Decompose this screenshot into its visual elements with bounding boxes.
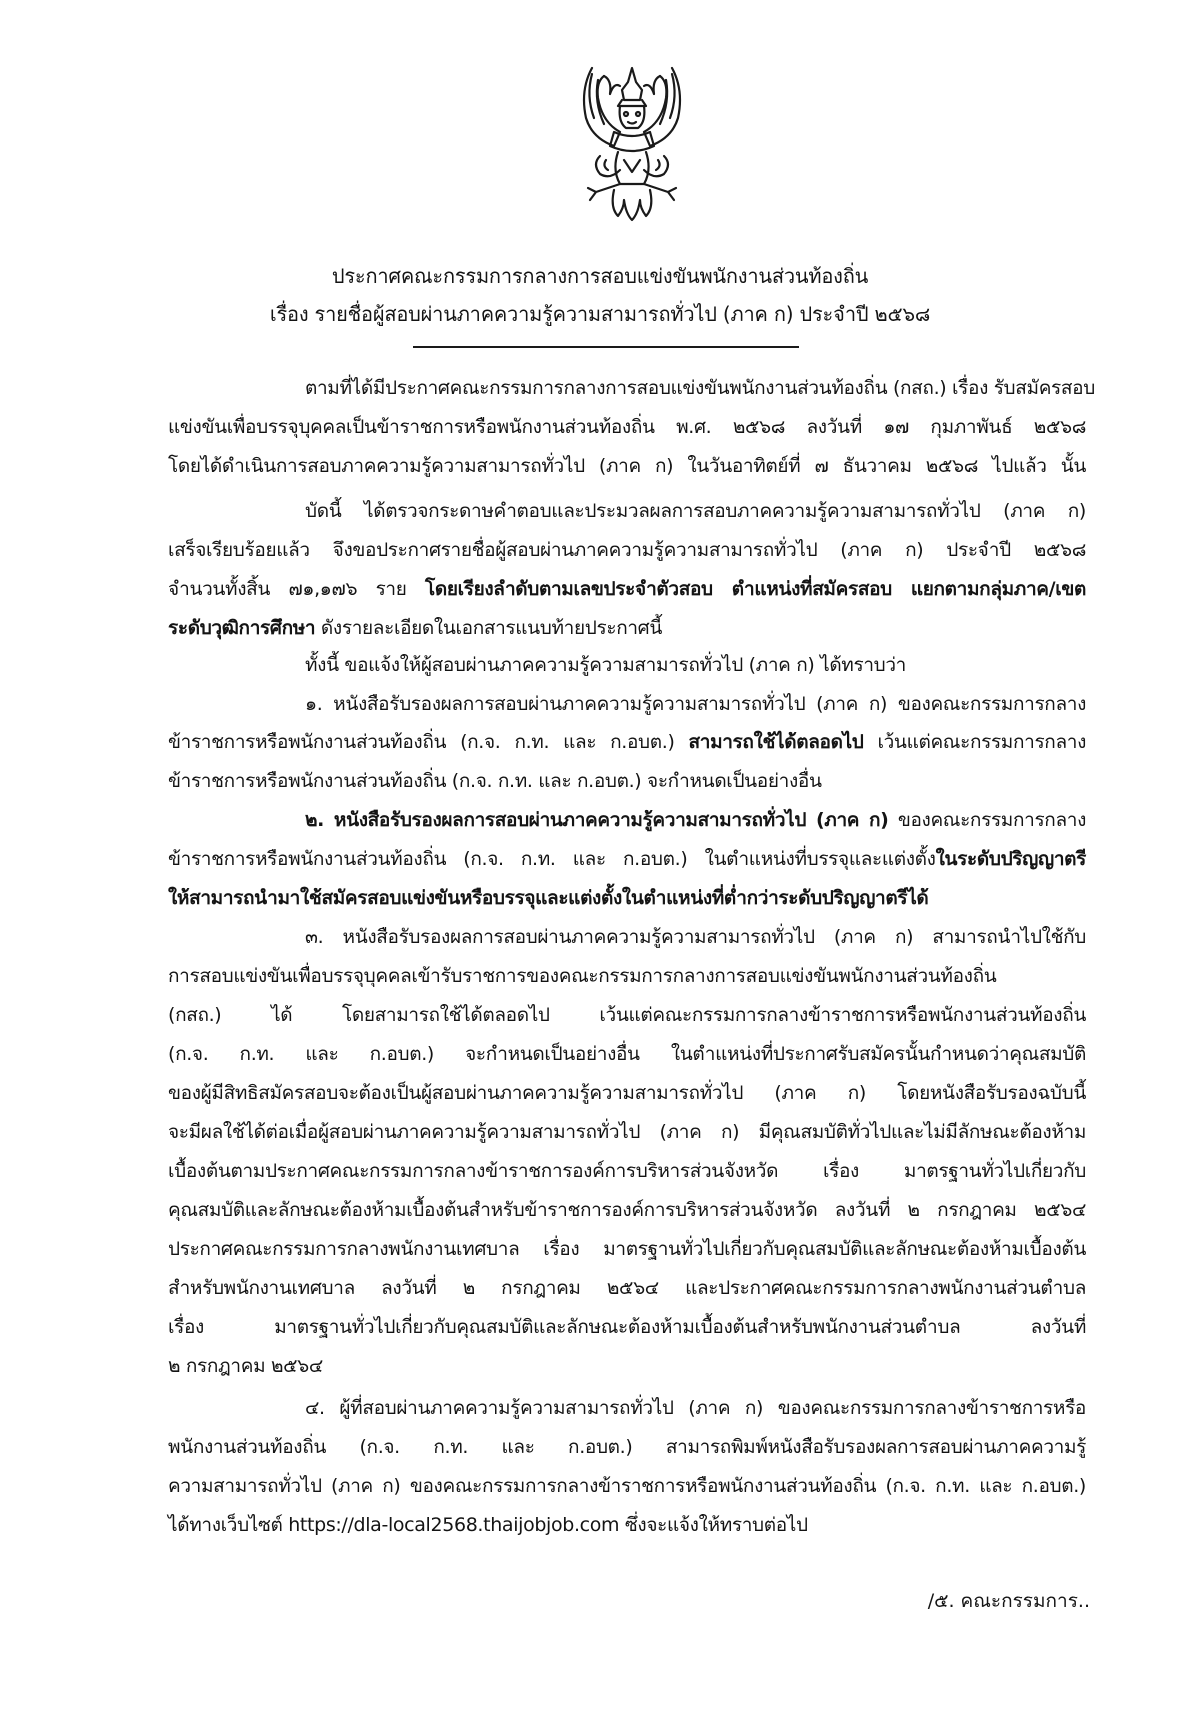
item-3-line-8 xyxy=(168,1195,1086,1225)
text-span: ในระดับปริญญาตรี xyxy=(935,848,1086,870)
item-3-line-3 xyxy=(168,1000,1086,1030)
item-4-line-3 xyxy=(168,1471,1086,1501)
website-url: https://dla-local2568.thaijobjob.com xyxy=(288,1514,620,1536)
text-line: ของผู้มีสิทธิสมัครสอบจะต้องเป็นผู้สอบผ่านภาคความรู้ความสามารถทั่วไป (ภาค ก) โดยหนังสือรับรองฉบับนี้ xyxy=(168,1082,1086,1104)
text-line: ประกาศคณะกรรมการกลางพนักงานเทศบาล เรื่อง มาตรฐานทั่วไปเกี่ยวกับคุณสมบัติและลักษณะต้องห้ามเบื้องต้น xyxy=(168,1238,1086,1260)
paragraph-1-line-2 xyxy=(168,412,1086,442)
text-line: จะมีผลใช้ได้ต่อเมื่อผู้สอบผ่านภาคความรู้ความสามารถทั่วไป (ภาค ก) มีคุณสมบัติทั่วไปและไม่มีลักษณะต้องห้าม xyxy=(168,1121,1086,1143)
text-line: ๑. หนังสือรับรองผลการสอบผ่านภาคความรู้ความสามารถทั่วไป (ภาค ก) ของคณะกรรมการกลาง xyxy=(305,693,1086,715)
attachment-note: ดังรายละเอียดในเอกสารแนบท้ายประกาศนี้ xyxy=(315,617,663,639)
item-2-line-2 xyxy=(168,844,1086,874)
text-line: คุณสมบัติและลักษณะต้องห้ามเบื้องต้นสำหรับข้าราชการองค์การบริหารส่วนจังหวัด ลงวันที่ ๒ กรกฎาคม ๒๕๖๔ xyxy=(168,1199,1086,1221)
text-line: ความสามารถทั่วไป (ภาค ก) ของคณะกรรมการกลางข้าราชการหรือพนักงานส่วนท้องถิ่น (ก.จ. ก.ท. และ ก.อบต.) xyxy=(168,1475,1086,1497)
item-2-line-3: ให้สามารถนำมาใช้สมัครสอบแข่งขันหรือบรรจุและแต่งตั้งในตำแหน่งที่ต่ำกว่าระดับปริญญาตรีได้ xyxy=(168,887,929,909)
item-3-line-12: ๒ กรกฎาคม ๒๕๖๔ xyxy=(168,1355,323,1377)
item-1-line-3: ข้าราชการหรือพนักงานส่วนท้องถิ่น (ก.จ. ก.ท. และ ก.อบต.) จะกำหนดเป็นอย่างอื่น xyxy=(168,770,822,792)
text-span: ข้าราชการหรือพนักงานส่วนท้องถิ่น (ก.จ. ก.ท. และ ก.อบต.) ในตำแหน่งที่บรรจุและแต่งตั้ง xyxy=(168,848,936,870)
text-line: โดยได้ดำเนินการสอบภาคความรู้ความสามารถทั่วไป (ภาค ก) ในวันอาทิตย์ที่ ๗ ธันวาคม ๒๕๖๘ ไปแล้ว นั้น xyxy=(168,455,1086,477)
garuda-emblem-icon xyxy=(562,60,702,225)
paragraph-3: ทั้งนี้ ขอแจ้งให้ผู้สอบผ่านภาคความรู้ความสามารถทั่วไป (ภาค ก) ได้ทราบว่า xyxy=(305,654,907,676)
text-line: การสอบแข่งขันเพื่อบรรจุบุคคลเข้ารับราชการของคณะกรรมการกลางการสอบแข่งขันพนักงานส่วนท้องถิ่น xyxy=(168,965,997,987)
page-continuation-marker: /๕. คณะกรรมการ.. xyxy=(927,1590,1090,1612)
text-line: ๔. ผู้ที่สอบผ่านภาคความรู้ความสามารถทั่วไป (ภาค ก) ของคณะกรรมการกลางข้าราชการหรือ xyxy=(305,1397,1086,1419)
text-span: ของคณะกรรมการกลาง xyxy=(888,809,1086,831)
item-1-line-2 xyxy=(168,727,1086,757)
text-line: ๓. หนังสือรับรองผลการสอบผ่านภาคความรู้ความสามารถทั่วไป (ภาค ก) สามารถนำไปใช้กับ xyxy=(305,926,1086,948)
education-level-text: ระดับวุฒิการศึกษา xyxy=(168,617,316,639)
text-span: เว้นแต่คณะกรรมการกลาง xyxy=(863,731,1087,753)
item-1-line-1 xyxy=(305,689,1086,719)
announcement-title: ประกาศคณะกรรมการกลางการสอบแข่งขันพนักงานส่วนท้องถิ่น xyxy=(331,264,869,288)
text-line: ตามที่ได้มีประกาศคณะกรรมการกลางการสอบแข่งขันพนักงานส่วนท้องถิ่น (กสถ.) เรื่อง รับสมัครสอบ xyxy=(305,377,1095,399)
text-line: บัดนี้ ได้ตรวจกระดาษคำตอบและประมวลผลการสอบภาคความรู้ความสามารถทั่วไป (ภาค ก) xyxy=(305,500,1086,522)
text-span: ๒. หนังสือรับรองผลการสอบผ่านภาคความรู้ความสามารถทั่วไป (ภาค ก) xyxy=(305,809,889,831)
paragraph-2-line-3 xyxy=(168,574,1086,604)
text-line: แข่งขันเพื่อบรรจุบุคคลเป็นข้าราชการหรือพนักงานส่วนท้องถิ่น พ.ศ. ๒๕๖๘ ลงวันที่ ๑๗ กุมภาพันธ์ ๒๕๖๘ xyxy=(168,416,1086,438)
item-3-line-11 xyxy=(168,1312,1086,1342)
text-line: เบื้องต้นตามประกาศคณะกรรมการกลางข้าราชการองค์การบริหารส่วนจังหวัด เรื่อง มาตรฐานทั่วไปเกี่ยวกับ xyxy=(168,1160,1086,1182)
paragraph-2-line-1 xyxy=(305,496,1086,526)
paragraph-1-line-1 xyxy=(305,373,1095,403)
item-3-line-4 xyxy=(168,1039,1086,1069)
text-span: ได้ทางเว็บไซต์ xyxy=(168,1514,289,1536)
item-3-line-7 xyxy=(168,1156,1086,1186)
text-span: ข้าราชการหรือพนักงานส่วนท้องถิ่น (ก.จ. ก.ท. และ ก.อบต.) xyxy=(168,731,689,753)
item-3-line-10 xyxy=(168,1273,1086,1303)
paragraph-1-line-3 xyxy=(168,451,1086,481)
text-span: ซึ่งจะแจ้งให้ทราบต่อไป xyxy=(619,1514,808,1536)
item-4-line-1 xyxy=(305,1393,1086,1423)
item-4-line-2 xyxy=(168,1432,1086,1462)
title-underline-divider xyxy=(413,346,799,348)
item-3-line-1 xyxy=(305,922,1086,952)
sort-order-text: โดยเรียงลำดับตามเลขประจำตัวสอบ ตำแหน่งที่สมัครสอบ แยกตามกลุ่มภาค/เขต xyxy=(424,578,1086,600)
item-3-line-2 xyxy=(168,961,1086,991)
item-2-line-1 xyxy=(305,805,1086,835)
text-line: สำหรับพนักงานเทศบาล ลงวันที่ ๒ กรกฎาคม ๒๕๖๔ และประกาศคณะกรรมการกลางพนักงานส่วนตำบล xyxy=(168,1277,1086,1299)
announcement-subject: เรื่อง รายชื่อผู้สอบผ่านภาคความรู้ความสามารถทั่วไป (ภาค ก) ประจำปี ๒๕๖๘ xyxy=(269,302,931,326)
text-line: พนักงานส่วนท้องถิ่น (ก.จ. ก.ท. และ ก.อบต.) สามารถพิมพ์หนังสือรับรองผลการสอบผ่านภาคความรู้ xyxy=(168,1436,1086,1458)
item-3-line-5 xyxy=(168,1078,1086,1108)
total-count-text: จำนวนทั้งสิ้น ๗๑,๑๗๖ ราย xyxy=(168,578,425,600)
text-line: เรื่อง มาตรฐานทั่วไปเกี่ยวกับคุณสมบัติและลักษณะต้องห้ามเบื้องต้นสำหรับพนักงานส่วนตำบล ลงวันที่ xyxy=(168,1316,1086,1338)
text-line: (กสถ.) ได้ โดยสามารถใช้ได้ตลอดไป เว้นแต่คณะกรรมการกลางข้าราชการหรือพนักงานส่วนท้องถิ่น xyxy=(168,1004,1086,1026)
text-line: เสร็จเรียบร้อยแล้ว จึงขอประกาศรายชื่อผู้สอบผ่านภาคความรู้ความสามารถทั่วไป (ภาค ก) ประจำปี ๒๕๖๘ xyxy=(168,539,1086,561)
text-line: (ก.จ. ก.ท. และ ก.อบต.) จะกำหนดเป็นอย่างอื่น ในตำแหน่งที่ประกาศรับสมัครนั้นกำหนดว่าคุณสมบัติ xyxy=(168,1043,1086,1065)
item-3-line-9 xyxy=(168,1234,1086,1264)
paragraph-2-line-4 xyxy=(168,613,1086,643)
item-4-line-4 xyxy=(168,1510,1086,1540)
valid-forever-text: สามารถใช้ได้ตลอดไป xyxy=(688,731,864,753)
item-3-line-6 xyxy=(168,1117,1086,1147)
paragraph-2-line-2 xyxy=(168,535,1086,565)
